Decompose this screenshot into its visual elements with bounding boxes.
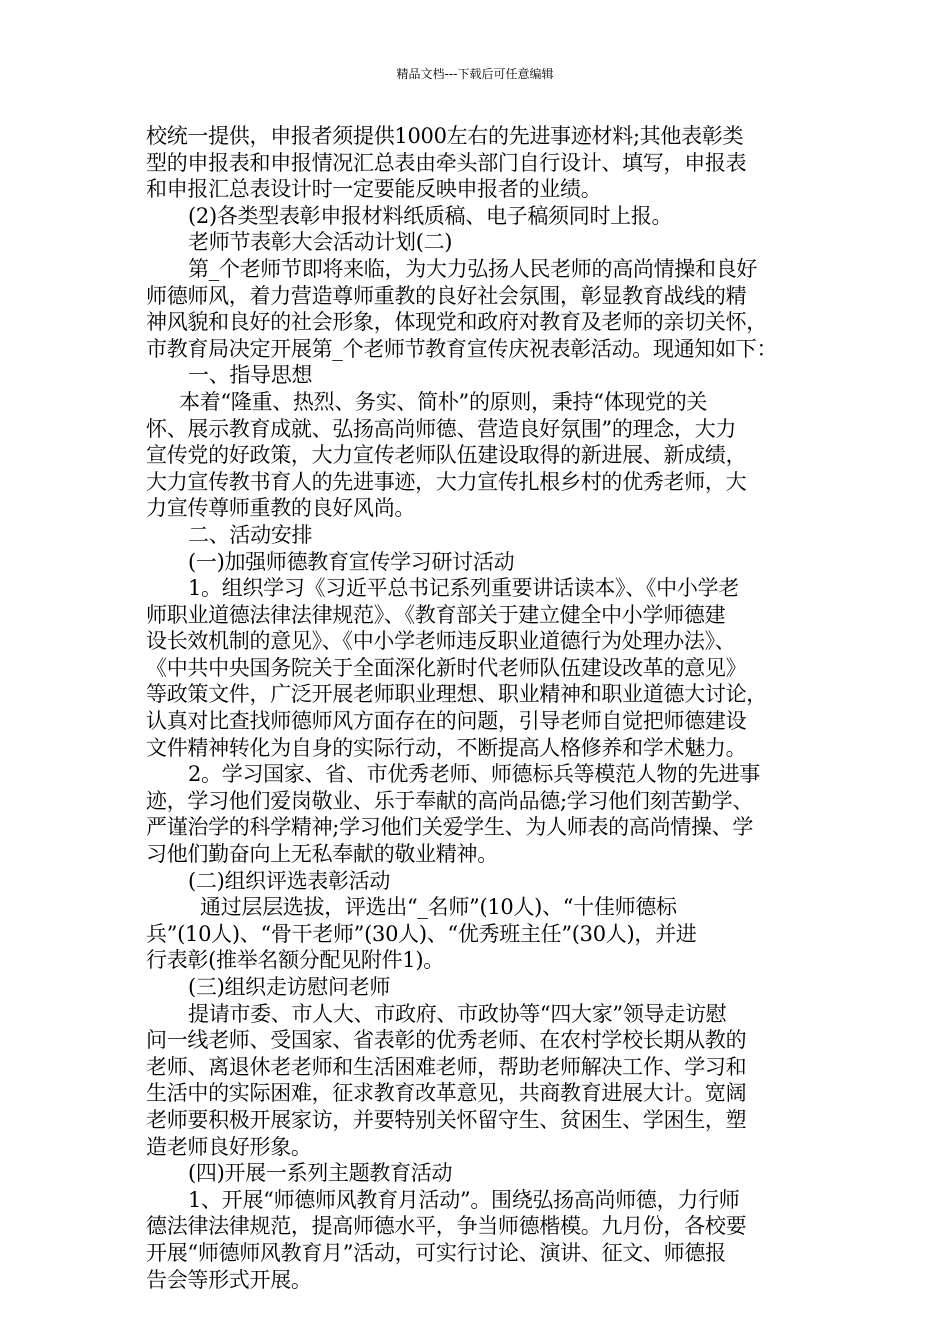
text-line: (2)各类型表彰申报材料纸质稿、电子稿须同时上报。: [188, 203, 673, 228]
text-line: 1、开展“师德师风教育月活动”。围绕弘扬高尚师德，力行师: [188, 1187, 740, 1212]
text-line: 第_个老师节即将来临，为大力弘扬人民老师的高尚情操和良好: [188, 256, 758, 281]
document-body: [146, 123, 818, 1293]
text-line: 设长效机制的意见》、《中小学老师违反职业道德行为处理办法》、: [146, 629, 736, 654]
text-line: 生活中的实际困难，征求教育改革意见，共商教育进展大计。宽阔: [146, 1081, 747, 1106]
text-line: 严谨治学的科学精神;学习他们关爱学生、为人师表的高尚情操、学: [146, 815, 754, 840]
text-line: 迹，学习他们爱岗敬业、乐于奉献的高尚品德;学习他们刻苦勤学、: [146, 788, 754, 813]
text-line: 和申报汇总表设计时一定要能反映申报者的业绩。: [146, 177, 602, 202]
text-line: (三)组织走访慰问老师: [188, 975, 391, 999]
text-line: 力宣传尊师重教的良好风尚。: [146, 496, 416, 521]
text-line: 2。学习国家、省、市优秀老师、师德标兵等模范人物的先进事: [188, 762, 760, 787]
text-line: 通过层层选拔，评选出“_名师”(10人)、“十佳师德标: [200, 895, 677, 920]
text-line: 提请市委、市人大、市政府、市政协等“四大家”领导走访慰: [188, 1001, 727, 1026]
text-line: 老师节表彰大会活动计划(二): [188, 230, 453, 255]
text-line: 宣传党的好政策，大力宣传老师队伍建设取得的新进展、新成绩，: [146, 443, 747, 468]
text-line: 老师、离退休老老师和生活困难老师，帮助老师解决工作、学习和: [146, 1054, 747, 1079]
text-line: 习他们勤奋向上无私奉献的敬业精神。: [146, 842, 498, 867]
text-line: 市教育局决定开展第_个老师节教育宣传庆祝表彰活动。现通知如下：: [146, 336, 778, 361]
text-line: 一、指导思想: [188, 363, 313, 388]
text-line: 1。组织学习《习近平总书记系列重要讲话读本》、《中小学老: [188, 576, 739, 601]
text-line: 等政策文件，广泛开展老师职业理想、职业精神和职业道德大讨论，: [146, 682, 767, 707]
text-line: 文件精神转化为自身的实际行动，不断提高人格修养和学术魅力。: [146, 735, 747, 760]
text-line: 二、活动安排: [188, 522, 313, 547]
text-line: 问一线老师、受国家、省表彰的优秀老师、在农村学校长期从教的: [146, 1028, 747, 1053]
text-line: 本着“隆重、热烈、务实、简朴”的原则，秉持“体现党的关: [179, 389, 708, 414]
text-line: 校统一提供，申报者须提供1000左右的先进事迹材料;其他表彰类: [146, 124, 744, 148]
text-line: 型的申报表和申报情况汇总表由牵头部门自行设计、填写，申报表: [146, 150, 747, 175]
text-line: 德法律法律规范，提高师德水平，争当师德楷模。九月份，各校要: [146, 1214, 747, 1239]
text-line: 老师要积极开展家访，并要特别关怀留守生、贫困生、学困生，塑: [146, 1107, 747, 1132]
text-line: 认真对比查找师德师风方面存在的问题，引导老师自觉把师德建设: [146, 709, 747, 734]
text-line: 怀、展示教育成就、弘扬高尚师德、营造良好氛围”的理念，大力: [146, 416, 737, 441]
text-line: 行表彰(推举名额分配见附件1)。: [146, 948, 444, 973]
text-line: 师职业道德法律法律规范》、《教育部关于建立健全中小学师德建: [146, 602, 726, 627]
text-line: 开展“师德师风教育月”活动，可实行讨论、演讲、征文、师德报: [146, 1240, 726, 1265]
text-line: 《中共中央国务院关于全面深化新时代老师队伍建设改革的意见》: [146, 655, 747, 680]
text-line: 神风貌和良好的社会形象，体现党和政府对教育及老师的亲切关怀，: [146, 310, 767, 335]
text-line: (一)加强师德教育宣传学习研讨活动: [188, 549, 515, 574]
text-line: 兵”(10人)、“骨干老师”(30人)、“优秀班主任”(30人)，并进: [146, 921, 697, 946]
text-line: 大力宣传教书育人的先进事迹，大力宣传扎根乡村的优秀老师，大: [146, 469, 747, 494]
text-line: 造老师良好形象。: [146, 1134, 312, 1159]
text-line: 师德师风，着力营造尊师重教的良好社会氛围，彰显教育战线的精: [146, 283, 747, 308]
text-line: (四)开展一系列主题教育活动: [188, 1161, 453, 1186]
page-header: 精品文档---下载后可任意编辑: [396, 67, 554, 81]
text-line: 告会等形式开展。: [146, 1267, 312, 1292]
text-line: (二)组织评选表彰活动: [188, 868, 391, 893]
